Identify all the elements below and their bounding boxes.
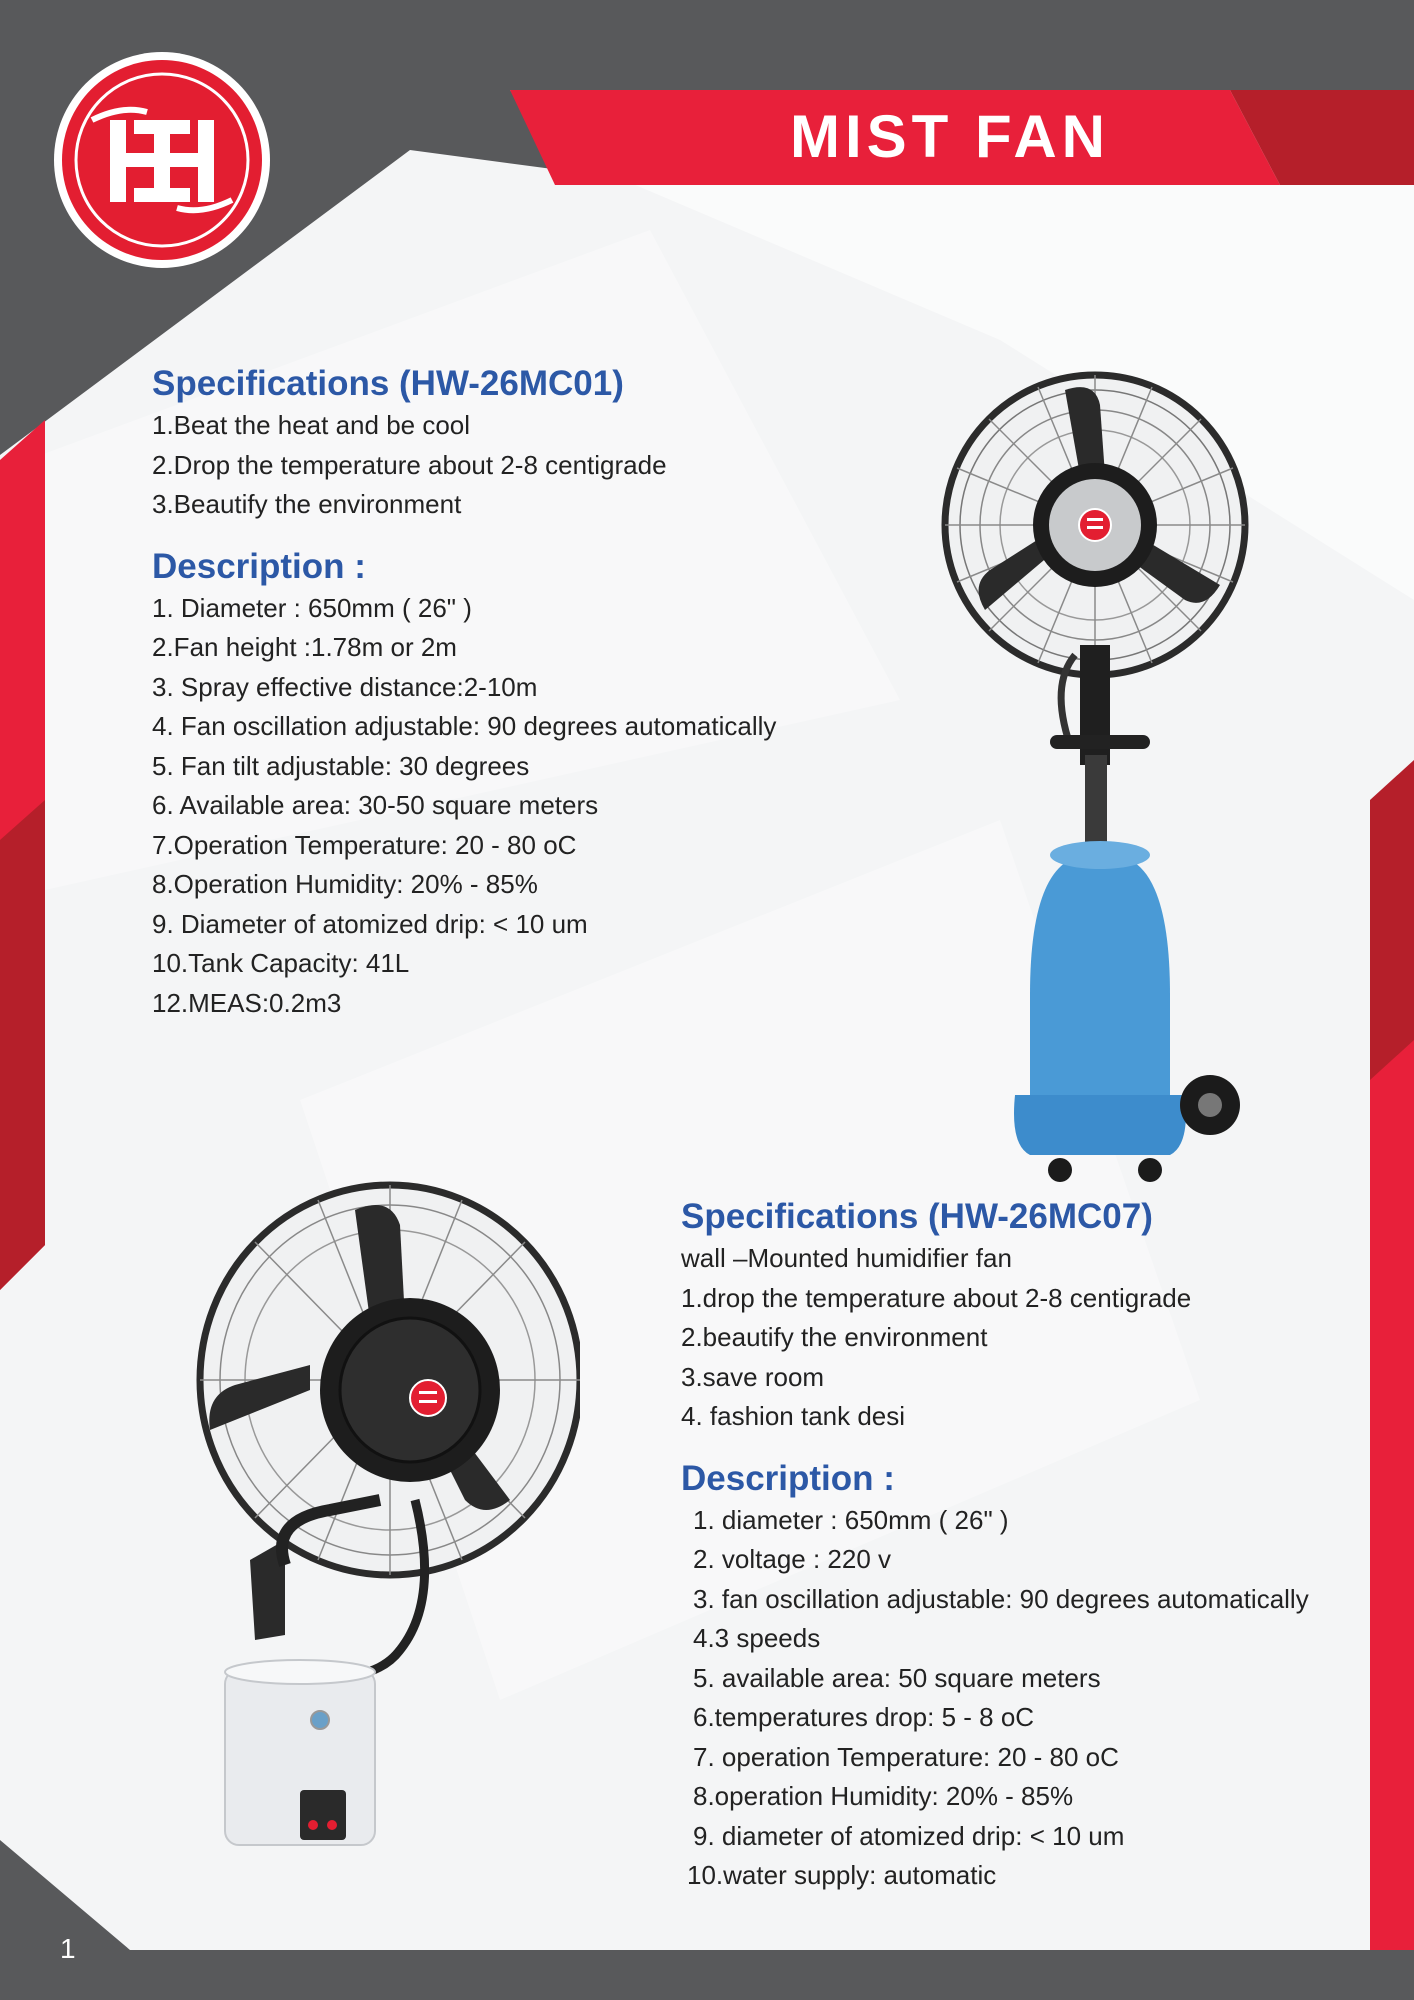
product1-spec-heading: Specifications (HW-26MC01) [152, 364, 624, 403]
product2-desc-item: 6.temperatures drop: 5 - 8 oC [693, 1702, 1035, 1732]
product2-desc-list [681, 1501, 1309, 1896]
right-red-stripe [1370, 1040, 1414, 1950]
product2-text [681, 1195, 1309, 1896]
product2-desc-item: 9. diameter of atomized drip: < 10 um [693, 1820, 1125, 1851]
product2-desc-heading: Description : [681, 1458, 895, 1498]
product2-desc-item: 8.operation Humidity: 20% - 85% [693, 1781, 1074, 1811]
product2-desc-item: 10.water supply: automatic [687, 1860, 997, 1890]
product1-desc-item: 7.Operation Temperature: 20 - 80 oC [152, 829, 577, 860]
product1-desc-item: 4. Fan oscillation adjustable: 90 degrees automatically [152, 711, 777, 741]
product1-desc-item: 5. Fan tilt adjustable: 30 degrees [152, 750, 530, 781]
product1-desc-item: 10.Tank Capacity: 41L [152, 948, 410, 978]
page-title: MIST FAN [790, 103, 1110, 170]
product2-desc-item: 4.3 speeds [693, 1623, 821, 1653]
product1-spec-item: 2.Drop the temperature about 2-8 centigrade [152, 449, 667, 480]
product1-desc-item: 6. Available area: 30-50 square meters [152, 790, 599, 820]
product1-spec-item: 1.Beat the heat and be cool [152, 410, 471, 440]
product2-desc-item: 3. fan oscillation adjustable: 90 degrees automatically [693, 1583, 1309, 1614]
product2-spec-item: wall –Mounted humidifier fan [681, 1243, 1012, 1273]
product2-desc-item: 5. available area: 50 square meters [693, 1662, 1101, 1693]
product1-desc-heading: Description : [152, 546, 366, 586]
product2-spec-item: 2.beautify the environment [681, 1322, 988, 1352]
product1-desc-item: 9. Diameter of atomized drip: < 10 um [152, 908, 588, 939]
product1-desc-item: 1. Diameter : 650mm ( 26" ) [152, 592, 472, 623]
product1-desc-item: 12.MEAS:0.2m3 [152, 987, 342, 1018]
wall-mounted-mist-fan-icon [160, 1180, 580, 1870]
product1-desc-item: 3. Spray effective distance:2-10m [152, 671, 538, 702]
product1-desc-item: 8.Operation Humidity: 20% - 85% [152, 869, 538, 899]
standing-mist-fan-icon [930, 355, 1260, 1185]
product2-desc-item: 2. voltage : 220 v [693, 1544, 892, 1574]
product2-spec-heading: Specifications (HW-26MC07) [681, 1197, 1153, 1236]
product2-spec-item: 1.drop the temperature about 2-8 centigrade [681, 1282, 1192, 1313]
product2-desc-item: 7. operation Temperature: 20 - 80 oC [693, 1741, 1119, 1772]
product2-desc-item: 1. diameter : 650mm ( 26" ) [693, 1504, 1009, 1535]
left-red-stripe-shade [0, 800, 45, 1290]
product1-text [152, 362, 776, 1023]
product2-spec-item: 4. fashion tank desi [681, 1401, 906, 1431]
product1-spec-item: 3.Beautify the environment [152, 489, 462, 519]
product1-desc-item: 2.Fan height :1.78m or 2m [152, 632, 457, 662]
product2-spec-item: 3.save room [681, 1361, 825, 1392]
page-number: 1 [60, 1933, 76, 1964]
ht-logo-icon [52, 50, 272, 270]
